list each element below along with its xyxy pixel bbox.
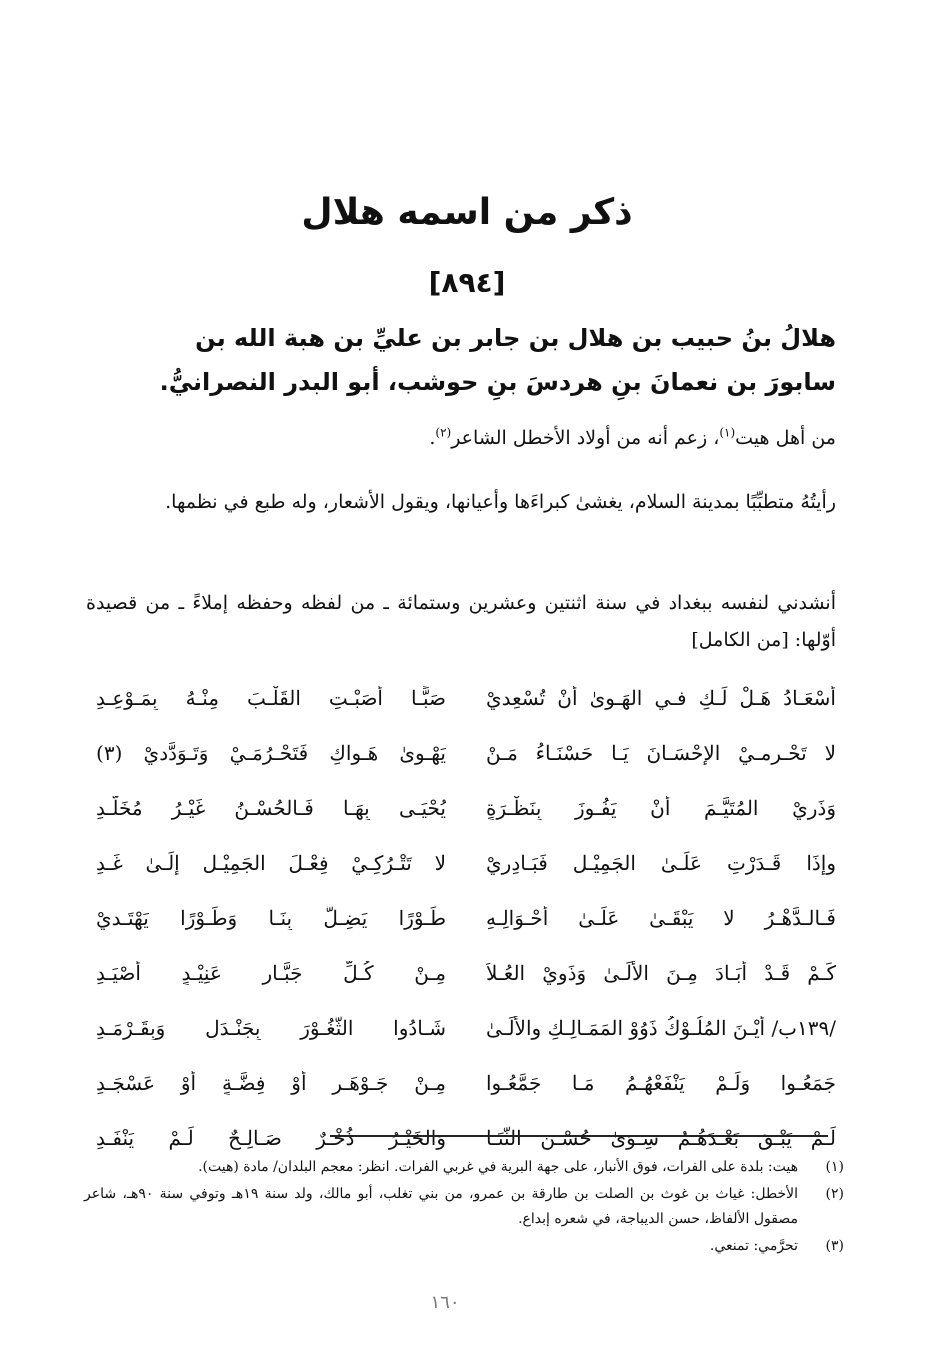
- verse-line: [96, 670, 836, 725]
- verse-second-hemistich: لا تَتْـرُكِـيْ فِعْـلَ الجَمِيْـلِ إِلَـىٰ غَـدِ: [96, 850, 446, 875]
- verse-first-hemistich: لَـمْ يَبْـقَ بَعْـدَهُـمُ سِـوَىٰ حُسْـنِ الثَّنَـا: [486, 1125, 836, 1150]
- name-line-1: هلالُ بنُ حبيب بن هلال بن جابر بن عليِّ بن هبة الله بن: [195, 324, 836, 352]
- verse-line: [96, 835, 836, 890]
- verse-first-hemistich: لا تَحْـرِمـيْ الإِحْسَـانَ يَـا حَسْنَـاءُ مَـنْ: [486, 740, 836, 765]
- verse-first-hemistich: /١٣٩ب/ أَيْـنَ المُلُـوْكُ ذَوُوْ المَمَـالِـكِ والأُلَـىٰ: [486, 1015, 836, 1040]
- verse-second-hemistich: مِـنْ كُـلِّ جَبَّـارٍ عَنِيْـدٍ أَصْيَـدِ: [96, 960, 446, 985]
- footnote: [84, 1234, 844, 1259]
- origin-text-end: .: [429, 427, 436, 449]
- verse-first-hemistich: كَـمْ قَـدْ أَبَـادَ مِـنَ الأُلَـىٰ وَذَوِيْ العُـلاَ: [486, 960, 836, 985]
- verse-second-hemistich: يَهْـوىٰ هَـواكِ فَتَحْـرُمَـيْ وَتَـوَدَّديْ (٣): [96, 740, 446, 765]
- verse-first-hemistich: جَمَعُـوا وَلَـمْ يَنْفَعْهُـمُ مَـا جَمَّعُـوا: [486, 1070, 836, 1095]
- origin-text-middle: ، زعم أنه من أولاد الأخطل الشاعر: [451, 427, 720, 449]
- poem: [96, 670, 836, 1165]
- footnote-number: (٣): [825, 1238, 844, 1254]
- verse-first-hemistich: أَسْعَـادُ هَـلْ لَـكِ فـي الهَـوىٰ أَنْ تُسْعِديْ: [486, 685, 836, 710]
- recitation-paragraph: أنشدني لنفسه ببغداد في سنة اثنتين وعشرين وستمائة ـ من لفظه وحفظه إملاءً ـ من قصيدة أوّلها: [من الكامل]: [86, 592, 836, 651]
- verse-line: [96, 890, 836, 945]
- verse-second-hemistich: وَالخَيْـرُ ذُخْـرٌ صَـالِـحٌ لَـمْ يَنْفَـدِ: [96, 1125, 446, 1150]
- verse-second-hemistich: مِـنْ جَـوْهَـرٍ أَوْ فِضَّـةٍ أَوْ عَسْجَـدِ: [96, 1070, 446, 1095]
- footnote: [84, 1182, 844, 1232]
- origin-paragraph: [86, 420, 836, 457]
- verse-second-hemistich: يُحْيَـى بِهَـا فَـالحُسْـنُ غَيْـرُ مُخَلَّـدِ: [96, 795, 446, 820]
- footnote-ref-1[interactable]: (١): [719, 425, 736, 440]
- footnote-number: (١): [825, 1159, 844, 1175]
- footnote-text: هيت: بلدة على الفرات، فوق الأنبار، على جهة البرية في غربي الفرات. انظر: معجم البلدان/ مادة (هيت).: [198, 1159, 798, 1175]
- footnote-ref-2[interactable]: (٢): [435, 425, 452, 440]
- verse-line: [96, 1055, 836, 1110]
- biography-name: [91, 316, 836, 404]
- description-paragraph: رأيتُهُ متطبِّبًا بمدينة السلام، يغشىٰ كبراءَها وأعيانها، ويقول الأشعار، وله طبع في نظمها.: [165, 491, 836, 513]
- verse-first-hemistich: وَذَرِيْ المُتَيَّـمَ أَنْ يَفُـوزَ بِنَظْـرَةٍ: [486, 795, 836, 820]
- page-number: ١٦٠: [430, 1292, 460, 1313]
- verse-second-hemistich: طَـوْرًا يَضِـلُّ بِنَـا وَطَـوْرًا يَهْتَـديْ: [96, 905, 446, 930]
- verse-line: [96, 945, 836, 1000]
- footnotes: [84, 1155, 844, 1261]
- entry-number: [٨٩٤]: [428, 266, 506, 299]
- verse-line: [96, 725, 836, 780]
- verse-second-hemistich: صَبًّـا أَصَبْـتِ القَلْـبَ مِنْـهُ بِمَـوْعِـدِ: [96, 685, 446, 710]
- verse-second-hemistich: شَـادُوا الثُّغُـوْرَ بِجَنْـدَلٍ وَبِقَـرْمَـدِ: [96, 1015, 446, 1040]
- footnote: [84, 1155, 844, 1180]
- name-line-2: سابورَ بن نعمانَ بنِ هردسَ بنِ حوشب، أبو البدر النصرانيُّ.: [159, 368, 836, 396]
- verse-line: [96, 780, 836, 835]
- footnote-divider: [330, 1135, 828, 1137]
- verse-first-hemistich: وإِذَا قَـدَرْتِ عَلَـىٰ الجَمِيْـلِ فَبَـادِريْ: [486, 850, 836, 875]
- verse-line: [96, 1000, 836, 1055]
- origin-text-start: من أهل هيت: [735, 427, 836, 449]
- footnote-text: تحرَّمي: تمنعي.: [709, 1238, 798, 1254]
- footnote-text: الأخطل: غياث بن غوث بن الصلت بن طارقة بن عمرو، من بني تغلب، أبو مالك، ولد سنة ١٩هـ وتوفي سنة ٩٠هـ، شاعر مصقول الألفاظ، حسن الديباجة، في شعره إبداع.: [84, 1186, 799, 1227]
- footnote-number: (٢): [825, 1186, 844, 1202]
- verse-first-hemistich: فَـالـدَّهْـرُ لا يَبْقَـىٰ عَلَـىٰ أَحْـوَالِـهِ: [486, 905, 836, 930]
- section-title: ذكر من اسمه هلال: [301, 192, 633, 233]
